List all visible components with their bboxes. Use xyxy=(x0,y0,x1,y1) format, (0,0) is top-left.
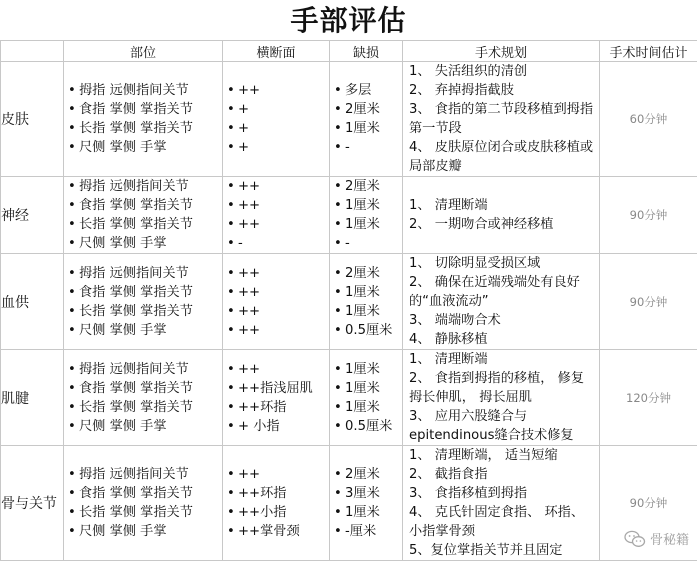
watermark-text: 骨秘籍 xyxy=(650,529,689,548)
cross-item: • ++ xyxy=(227,215,329,234)
plan-cell xyxy=(403,350,600,446)
plan-step: 1、 清理断端， 适当短缩 xyxy=(409,446,597,465)
table-row xyxy=(1,446,697,561)
cross-item: • + 小指 xyxy=(227,417,329,436)
defect-item: • 1厘米 xyxy=(334,215,402,234)
plan-step: 1、 切除明显受损区域 xyxy=(409,254,597,273)
defect-item: • - xyxy=(334,138,402,157)
assessment-table xyxy=(0,40,697,561)
defect-item: • 2厘米 xyxy=(334,465,402,484)
part-item: • 食指 掌侧 掌指关节 xyxy=(68,283,222,302)
defect-cell xyxy=(330,446,403,561)
part-item: • 长指 掌侧 掌指关节 xyxy=(68,398,222,417)
cross-section-cell xyxy=(223,446,330,561)
defect-item: • 0.5厘米 xyxy=(334,417,402,436)
watermark xyxy=(624,529,689,548)
plan-step: 4、 克氏针固定食指、 环指、小指掌骨颈 xyxy=(409,503,597,541)
plan-cell xyxy=(403,177,600,254)
plan-step: 5、复位掌指关节并且固定 xyxy=(409,541,597,560)
time-estimate: 90分钟 xyxy=(600,254,697,350)
part-item: • 拇指 远侧指间关节 xyxy=(68,264,222,283)
cross-item: • ++ xyxy=(227,264,329,283)
row-category: 肌腱 xyxy=(1,350,64,446)
header-surgical-plan: 手术规划 xyxy=(403,41,600,62)
plan-cell xyxy=(403,446,600,561)
table-row xyxy=(1,177,697,254)
part-item: • 长指 掌侧 掌指关节 xyxy=(68,503,222,522)
cross-section-cell xyxy=(223,177,330,254)
plan-step: 2、 食指到拇指的移植， 修复拇长伸肌， 拇长屈肌 xyxy=(409,369,597,407)
table-row xyxy=(1,62,697,177)
plan-step: 1、 清理断端 xyxy=(409,350,597,369)
plan-step: 2、 截指食指 xyxy=(409,465,597,484)
cross-item: • ++小指 xyxy=(227,503,329,522)
cross-section-cell xyxy=(223,62,330,177)
cross-item: • ++ xyxy=(227,360,329,379)
plan-step: 3、 食指的第二节段移植到拇指第一节段 xyxy=(409,100,597,138)
defect-cell xyxy=(330,350,403,446)
page-title: 手部评估 xyxy=(0,0,697,40)
defect-item: • 2厘米 xyxy=(334,264,402,283)
plan-step: 4、 静脉移植 xyxy=(409,330,597,349)
parts-cell xyxy=(64,350,223,446)
row-category: 骨与关节 xyxy=(1,446,64,561)
cross-item: • ++ xyxy=(227,177,329,196)
defect-item: • 3厘米 xyxy=(334,484,402,503)
part-item: • 拇指 远侧指间关节 xyxy=(68,465,222,484)
defect-item: • - xyxy=(334,234,402,253)
plan-step: 4、 皮肤原位闭合或皮肤移植或局部皮瓣 xyxy=(409,138,597,176)
defect-item: • 1厘米 xyxy=(334,119,402,138)
plan-cell xyxy=(403,62,600,177)
cross-item: • ++ xyxy=(227,283,329,302)
row-category: 神经 xyxy=(1,177,64,254)
cross-item: • ++指浅屈肌 xyxy=(227,379,329,398)
cross-item: • ++环指 xyxy=(227,398,329,417)
cross-item: • ++ xyxy=(227,465,329,484)
cross-item: • ++环指 xyxy=(227,484,329,503)
plan-step: 2、 一期吻合或神经移植 xyxy=(409,215,597,234)
wechat-icon xyxy=(624,530,646,548)
header-part: 部位 xyxy=(64,41,223,62)
defect-item: • 2厘米 xyxy=(334,100,402,119)
plan-step: 3、 食指移植到拇指 xyxy=(409,484,597,503)
defect-item: • 1厘米 xyxy=(334,283,402,302)
parts-cell xyxy=(64,446,223,561)
defect-item: • 1厘米 xyxy=(334,379,402,398)
part-item: • 长指 掌侧 掌指关节 xyxy=(68,119,222,138)
cross-item: • ++ xyxy=(227,321,329,340)
part-item: • 食指 掌侧 掌指关节 xyxy=(68,196,222,215)
defect-item: • 2厘米 xyxy=(334,177,402,196)
cross-item: • ++掌骨颈 xyxy=(227,522,329,541)
defect-cell xyxy=(330,177,403,254)
cross-item: • + xyxy=(227,119,329,138)
plan-step: 3、 应用六股缝合与epitendinous缝合技术修复 xyxy=(409,407,597,445)
time-estimate: 90分钟 xyxy=(600,177,697,254)
parts-cell xyxy=(64,62,223,177)
defect-item: • 1厘米 xyxy=(334,398,402,417)
time-estimate: 120分钟 xyxy=(600,350,697,446)
row-category: 皮肤 xyxy=(1,62,64,177)
header-defect: 缺损 xyxy=(330,41,403,62)
defect-item: • 多层 xyxy=(334,81,402,100)
part-item: • 尺侧 掌侧 手掌 xyxy=(68,522,222,541)
part-item: • 食指 掌侧 掌指关节 xyxy=(68,379,222,398)
cross-item: • ++ xyxy=(227,302,329,321)
plan-step: 3、 端端吻合术 xyxy=(409,311,597,330)
plan-step: 2、 确保在近端残端处有良好的“血液流动” xyxy=(409,273,597,311)
header-cross-section: 横断面 xyxy=(223,41,330,62)
time-estimate: 90分钟 xyxy=(600,446,697,561)
row-category: 血供 xyxy=(1,254,64,350)
cross-item: • - xyxy=(227,234,329,253)
part-item: • 尺侧 掌侧 手掌 xyxy=(68,234,222,253)
parts-cell xyxy=(64,177,223,254)
cross-section-cell xyxy=(223,350,330,446)
part-item: • 尺侧 掌侧 手掌 xyxy=(68,417,222,436)
cross-section-cell xyxy=(223,254,330,350)
part-item: • 长指 掌侧 掌指关节 xyxy=(68,215,222,234)
part-item: • 食指 掌侧 掌指关节 xyxy=(68,484,222,503)
part-item: • 拇指 远侧指间关节 xyxy=(68,360,222,379)
part-item: • 长指 掌侧 掌指关节 xyxy=(68,302,222,321)
part-item: • 拇指 远侧指间关节 xyxy=(68,81,222,100)
defect-item: • 1厘米 xyxy=(334,503,402,522)
part-item: • 食指 掌侧 掌指关节 xyxy=(68,100,222,119)
header-row xyxy=(1,41,697,62)
defect-item: • 0.5厘米 xyxy=(334,321,402,340)
defect-item: • 1厘米 xyxy=(334,196,402,215)
time-estimate: 60分钟 xyxy=(600,62,697,177)
part-item: • 尺侧 掌侧 手掌 xyxy=(68,138,222,157)
part-item: • 尺侧 掌侧 手掌 xyxy=(68,321,222,340)
table-row xyxy=(1,350,697,446)
header-category xyxy=(1,41,64,62)
defect-cell xyxy=(330,62,403,177)
cross-item: • + xyxy=(227,100,329,119)
cross-item: • ++ xyxy=(227,81,329,100)
defect-item: • 1厘米 xyxy=(334,360,402,379)
plan-step: 1、 失活组织的清创 xyxy=(409,62,597,81)
plan-step: 2、 弃掉拇指截肢 xyxy=(409,81,597,100)
parts-cell xyxy=(64,254,223,350)
cross-item: • ++ xyxy=(227,196,329,215)
plan-cell xyxy=(403,254,600,350)
part-item: • 拇指 远侧指间关节 xyxy=(68,177,222,196)
plan-step: 1、 清理断端 xyxy=(409,196,597,215)
cross-item: • + xyxy=(227,138,329,157)
table-row xyxy=(1,254,697,350)
header-time-estimate: 手术时间估计 xyxy=(600,41,697,62)
defect-cell xyxy=(330,254,403,350)
defect-item: • -厘米 xyxy=(334,522,402,541)
defect-item: • 1厘米 xyxy=(334,302,402,321)
